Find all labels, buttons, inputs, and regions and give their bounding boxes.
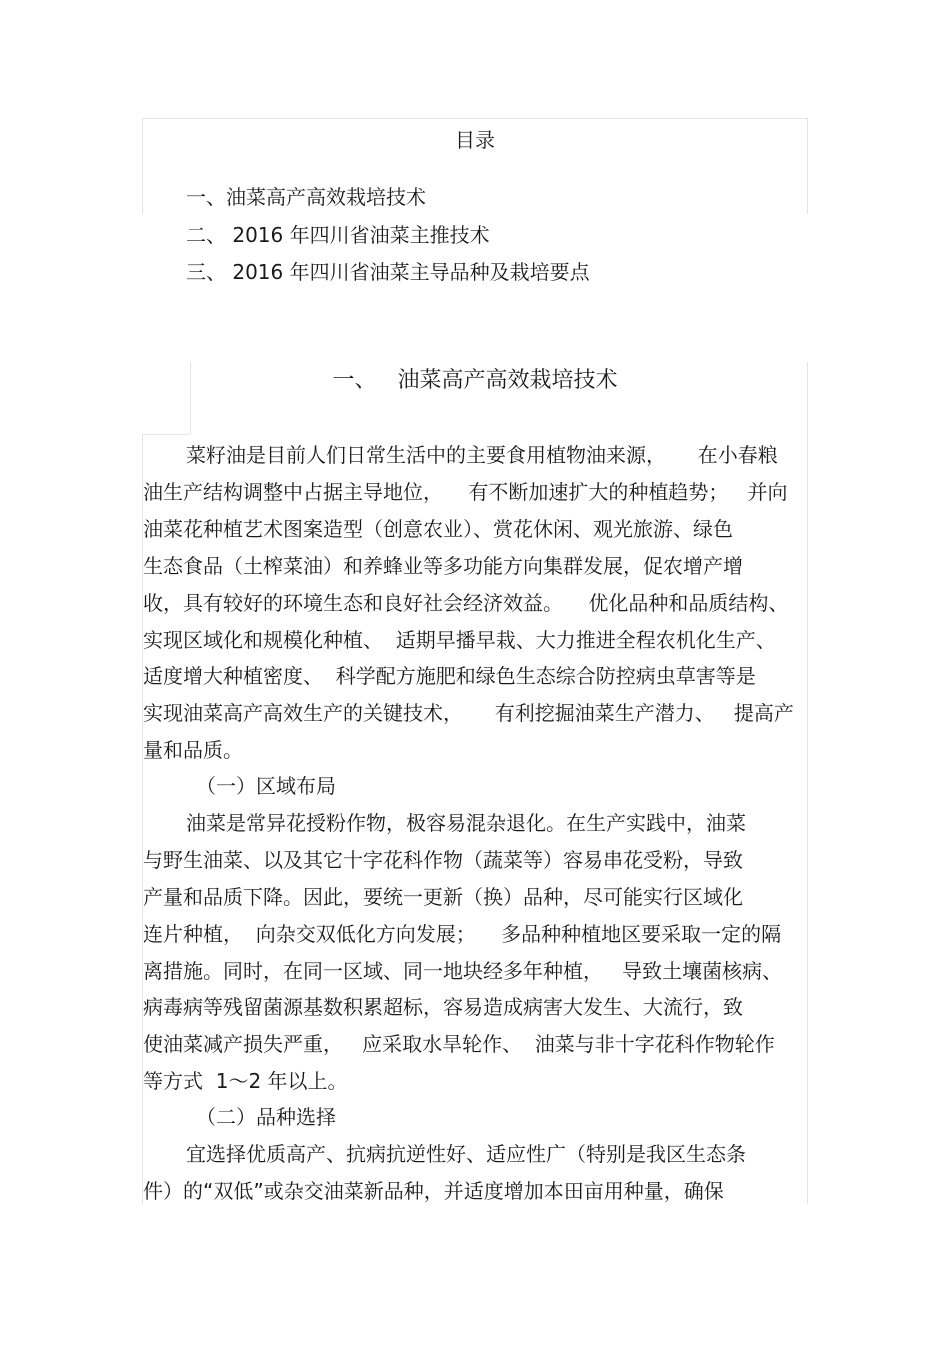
paragraph-line: 菜籽油是目前人们日常生活中的主要食用植物油来源， 在小春粮	[186, 443, 778, 467]
frame-line-right-lower	[807, 362, 808, 1204]
paragraph-line: 适度增大种植密度、 科学配方施肥和绿色生态综合防控病虫草害等是	[143, 664, 756, 688]
frame-line-box-bottom	[142, 434, 190, 435]
paragraph-line: 实现区域化和规模化种植、 适期早播早栽、大力推进全程农机化生产、	[143, 628, 776, 652]
paragraph-line: 等方式 1～2 年以上。	[143, 1069, 348, 1093]
paragraph-line: 宜选择优质高产、抗病抗逆性好、适应性广（特别是我区生态条	[186, 1142, 746, 1166]
toc-item-2: 二、 2016 年四川省油菜主推技术	[186, 223, 490, 247]
paragraph-line: 收，具有较好的环境生态和良好社会经济效益。 优化品种和品质结构、	[143, 591, 789, 615]
toc-title: 目录	[455, 128, 495, 152]
subsection-title-1: （一）区域布局	[196, 774, 336, 798]
paragraph-line: 产量和品质下降。因此，要统一更新（换）品种，尽可能实行区域化	[143, 885, 743, 909]
paragraph-line: 油菜花种植艺术图案造型（创意农业）、赏花休闲、观光旅游、绿色	[143, 517, 733, 541]
paragraph-line: 与野生油菜、以及其它十字花科作物（蔬菜等）容易串花受粉，导致	[143, 848, 743, 872]
paragraph-line: 病毒病等残留菌源基数积累超标，容易造成病害大发生、大流行，致	[143, 995, 743, 1019]
paragraph-line: 离措施。同时，在同一区域、同一地块经多年种植， 导致土壤菌核病、	[143, 959, 783, 983]
paragraph-line: 使油菜减产损失严重， 应采取水旱轮作、 油菜与非十字花科作物轮作	[143, 1032, 775, 1056]
paragraph-line: 连片种植， 向杂交双低化方向发展； 多品种种植地区要采取一定的隔	[143, 922, 782, 946]
toc-item-3: 三、 2016 年四川省油菜主导品种及栽培要点	[186, 260, 590, 284]
frame-line-top	[142, 118, 808, 119]
paragraph-line: 油菜是常异花授粉作物，极容易混杂退化。在生产实践中，油菜	[186, 811, 746, 835]
subsection-title-2: （二）品种选择	[196, 1105, 336, 1129]
toc-item-1: 一、油菜高产高效栽培技术	[186, 185, 426, 209]
section-heading: 一、 油菜高产高效栽培技术	[332, 368, 618, 393]
paragraph-line: 油生产结构调整中占据主导地位， 有不断加速扩大的种植趋势； 并向	[143, 480, 788, 504]
paragraph-line: 件）的“双低”或杂交油菜新品种，并适度增加本田亩用种量，确保	[143, 1179, 724, 1203]
paragraph-line: 实现油菜高产高效生产的关键技术， 有利挖掘油菜生产潜力、 提高产	[143, 701, 794, 725]
paragraph-line: 量和品质。	[143, 738, 243, 762]
paragraph-line: 生态食品（土榨菜油）和养蜂业等多功能方向集群发展，促农增产增	[143, 554, 743, 578]
